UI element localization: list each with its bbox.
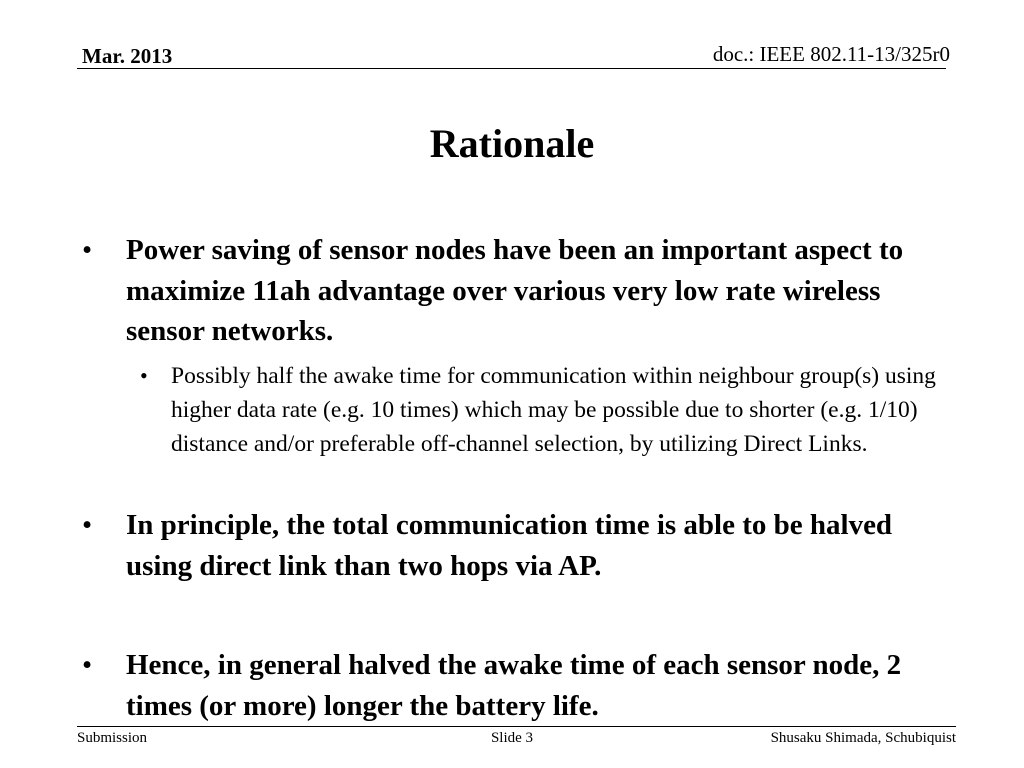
bullet-text: Possibly half the awake time for communication within neighbour group(s) using higher data rate (e.g. 10 times) which may be possible due to shorter (e.g. 1/10) distance and/or preferable off-channel selection, by utilizing Direct Links. <box>171 363 936 457</box>
header-date: Mar. 2013 <box>82 44 173 68</box>
footer-left: Submission <box>77 730 148 746</box>
footer-divider <box>77 726 956 727</box>
bullet-marker: • <box>82 649 93 681</box>
sub-bullet-item <box>140 359 970 461</box>
bullet-marker: • <box>82 234 93 266</box>
slide-title: Rationale <box>429 121 595 166</box>
bullet-item <box>82 230 962 352</box>
bullet-marker: • <box>82 509 93 541</box>
bullet-item <box>82 505 962 586</box>
bullet-text: Power saving of sensor nodes have been an important aspect to maximize 11ah advantage over various very low rate wireless sensor networks. <box>126 234 904 347</box>
footer-slide-number: Slide 3 <box>490 730 534 746</box>
footer-author: Shusaku Shimada, Schubiquist <box>770 730 956 746</box>
bullet-text: Hence, in general halved the awake time of each sensor node, 2 times (or more) longer the battery life. <box>126 649 902 722</box>
header-doc-id: doc.: IEEE 802.11-13/325r0 <box>712 42 950 66</box>
bullet-item <box>82 645 962 726</box>
bullet-marker: • <box>140 363 148 388</box>
bullet-text: In principle, the total communication time is able to be halved using direct link than two hops via AP. <box>126 509 893 582</box>
